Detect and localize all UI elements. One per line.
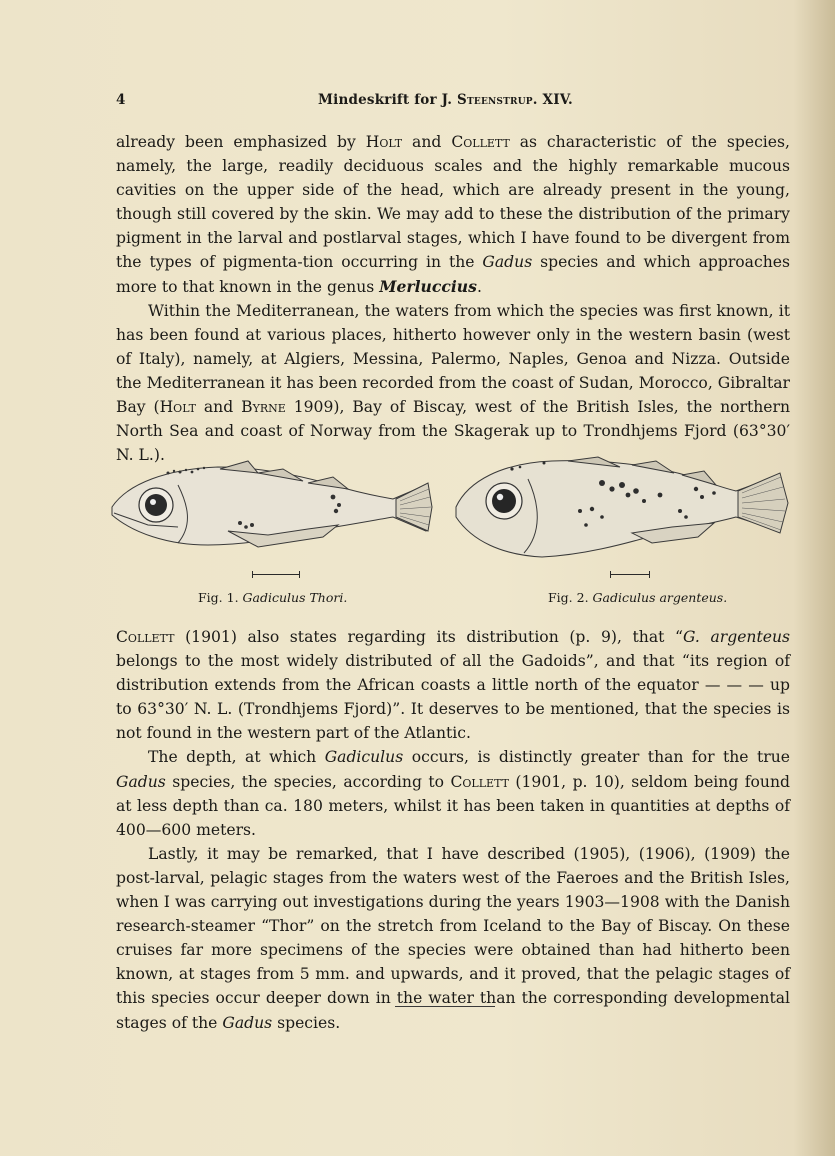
paragraph-2: Within the Mediterranean, the waters from which the species was first known, it has been found at various places, hitherto however only in the western basin (west of Italy), namely, at Algiers, Messina, Palermo, Naples, Genoa and Nizza. Outside the Mediterranean it has been recorded from the coast of Sudan, Morocco, Gibraltar Bay (Holt and Byrne 1909), Bay of Biscay, west of the British Isles, the northern North Sea and coast of Norway from the Skagerak up to Trondhjems Fjord (63°30′ N. L.).	[116, 301, 791, 465]
figure-2-caption: Fig. 2. Gadiculus argenteus.	[548, 590, 728, 605]
text-block-upper	[116, 130, 790, 467]
paragraph-1: already been emphasized by Holt and Collett as characteristic of the species, namely, the large, readily deciduous scales and the highly remarkable mucous cavities on the upper side of the head, which are already present in the young, though still covered by the skin. We may add to these the distribution of the primary pigment in the larval and postlarval stages, which I have found to be divergent from the types of pigmenta-tion occurring in the Gadus species and which approaches more to that known in the genus Merluccius.	[116, 133, 790, 296]
fish-argenteus-drawing	[452, 455, 790, 565]
fish-thori-drawing	[108, 455, 433, 555]
paragraph-3: Collett (1901) also states regarding its distribution (p. 9), that “G. argenteus belongs to the most widely distributed of all the Gadoids”, and that “its region of distribution extends from the African coasts a little north of the equator — — — up to 63°30′ N. L. (Trondhjems Fjord)”. It deserves to be mentioned, that the species is not found in the western part of the Atlantic.	[116, 628, 791, 743]
figure-1-scale-bar	[252, 574, 300, 581]
paragraph-4: The depth, at which Gadiculus occurs, is distinctly greater than for the true Gadus species, the species, according to Collett (1901, p. 10), seldom being found at less depth than ca. 180 meters, whilst it has been taken in quantities at depths of 400—600 meters.	[116, 748, 790, 839]
running-header	[116, 92, 796, 112]
paragraph-5: Lastly, it may be remarked, that I have described (1905), (1906), (1909) the post-larval, pelagic stages from the waters west of the Faeroes and the British Isles, when I was carrying out investigations during the years 1903—1908 with the Danish research-steamer “Thor” on the stretch from Iceland to the Bay of Biscay. On these cruises far more specimens of the species were obtained than had hitherto been known, at stages from 5 mm. and upwards, and it proved, that the pelagic stages of this species occur deeper down in the water than the corresponding developmental stages of the Gadus species.	[116, 844, 790, 1032]
page-number: 4	[116, 92, 126, 108]
text-block-lower	[116, 625, 790, 1035]
figure-1-illustration	[108, 455, 433, 555]
figure-1-caption: Fig. 1. Gadiculus Thori.	[198, 590, 348, 605]
figure-2-scale-bar	[610, 574, 650, 581]
end-rule	[395, 1006, 495, 1007]
running-title: Mindeskrift for J. Steenstrup. XIV.	[318, 92, 573, 108]
figure-2-illustration	[452, 455, 790, 565]
